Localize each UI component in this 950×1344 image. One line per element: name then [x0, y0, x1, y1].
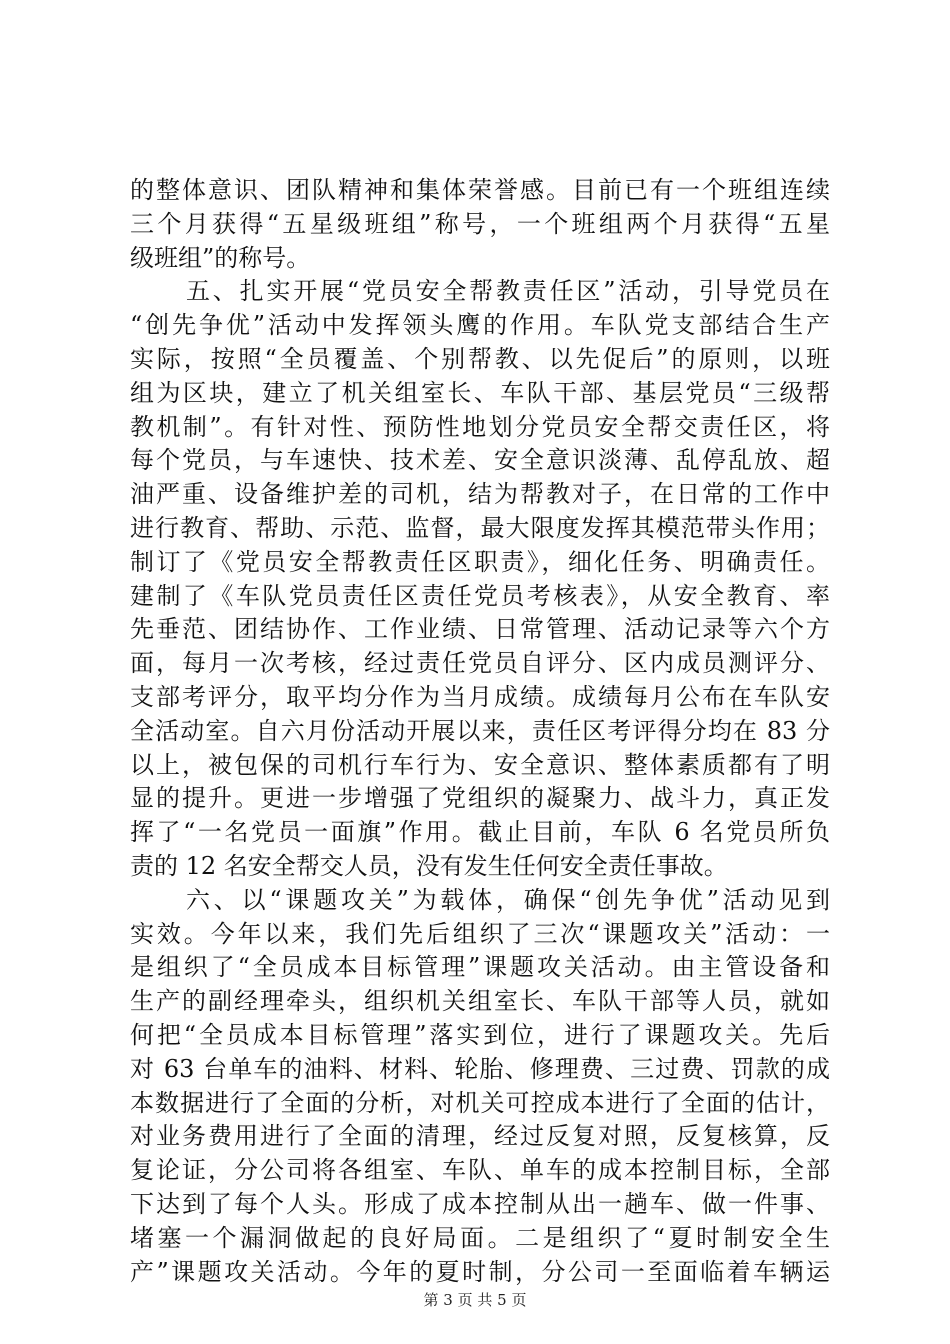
text-line: 何把“全员成本目标管理”落实到位，进行了课题攻关。先后 — [130, 1020, 830, 1049]
text-line: “创先争优”活动中发挥领头鹰的作用。车队党支部结合生产 — [130, 311, 830, 340]
text-line: 是组织了“全员成本目标管理”课题攻关活动。由主管设备和 — [130, 953, 830, 982]
text-line: 的整体意识、团队精神和集体荣誉感。目前已有一个班组连续 — [130, 176, 830, 204]
text-line: 生产的副经理牵头，组织机关组室长、车队干部等人员，就如 — [130, 987, 830, 1016]
text-line: 制订了《党员安全帮教责任区职责》，细化任务、明确责任。 — [130, 547, 830, 576]
text-line: 油严重、设备维护差的司机，结为帮教对子，在日常的工作中 — [130, 480, 830, 509]
text-line: 以上，被包保的司机行车行为、安全意识、整体素质都有了明 — [130, 750, 830, 779]
text-line: 三个月获得“五星级班组”称号，一个班组两个月获得“五星 — [130, 209, 830, 238]
text-line: 堵塞一个漏洞做起的良好局面。二是组织了“夏时制安全生 — [130, 1223, 830, 1252]
text-line: 级班组”的称号。 — [130, 243, 311, 272]
text-line: 对业务费用进行了全面的清理，经过反复对照，反复核算，反 — [130, 1122, 830, 1151]
page-number: 第 3 页 共 5 页 — [423, 1291, 527, 1309]
text-line: 全活动室。自六月份活动开展以来，责任区考评得分均在 83 分 — [130, 716, 830, 745]
text-line: 实际，按照“全员覆盖、个别帮教、以先促后”的原则，以班 — [130, 344, 830, 373]
text-line: 显的提升。更进一步增强了党组织的凝聚力、战斗力，真正发 — [130, 784, 830, 813]
text-line: 组为区块，建立了机关组室长、车队干部、基层党员“三级帮 — [130, 378, 830, 407]
text-line: 教机制”。有针对性、预防性地划分党员安全帮交责任区，将 — [130, 412, 830, 441]
text-line: 先垂范、团结协作、工作业绩、日常管理、活动记录等六个方 — [130, 615, 830, 644]
text-line: 挥了“一名党员一面旗”作用。截止目前，车队 6 名党员所负 — [130, 818, 830, 847]
text-line: 下达到了每个人头。形成了成本控制从出一趟车、做一件事、 — [130, 1189, 830, 1218]
text-line: 产”课题攻关活动。今年的夏时制，分公司一至面临着车辆运 — [130, 1257, 830, 1286]
text-line: 六、以“课题攻关”为载体，确保“创先争优”活动见到 — [186, 885, 830, 914]
text-line: 复论证，分公司将各组室、车队、单车的成本控制目标，全部 — [130, 1156, 830, 1185]
text-line: 五、扎实开展“党员安全帮教责任区”活动，引导党员在 — [186, 277, 830, 306]
page-footer — [0, 1290, 950, 1310]
text-line: 对 63 台单车的油料、材料、轮胎、修理费、三过费、罚款的成 — [130, 1054, 830, 1083]
text-line: 进行教育、帮助、示范、监督，最大限度发挥其模范带头作用； — [130, 513, 830, 542]
text-line: 面，每月一次考核，经过责任党员自评分、区内成员测评分、 — [130, 649, 830, 678]
text-line: 本数据进行了全面的分析，对机关可控成本进行了全面的估计， — [130, 1088, 830, 1117]
document-body — [130, 174, 830, 1289]
text-line: 每个党员，与车速快、技术差、安全意识淡薄、乱停乱放、超 — [130, 446, 830, 475]
text-line: 支部考评分，取平均分作为当月成绩。成绩每月公布在车队安 — [130, 682, 830, 711]
text-line: 建制了《车队党员责任区责任党员考核表》，从安全教育、率 — [130, 581, 830, 610]
text-line: 责的 12 名安全帮交人员，没有发生任何安全责任事故。 — [130, 851, 728, 880]
text-line: 实效。今年以来，我们先后组织了三次“课题攻关”活动：一 — [130, 919, 830, 948]
